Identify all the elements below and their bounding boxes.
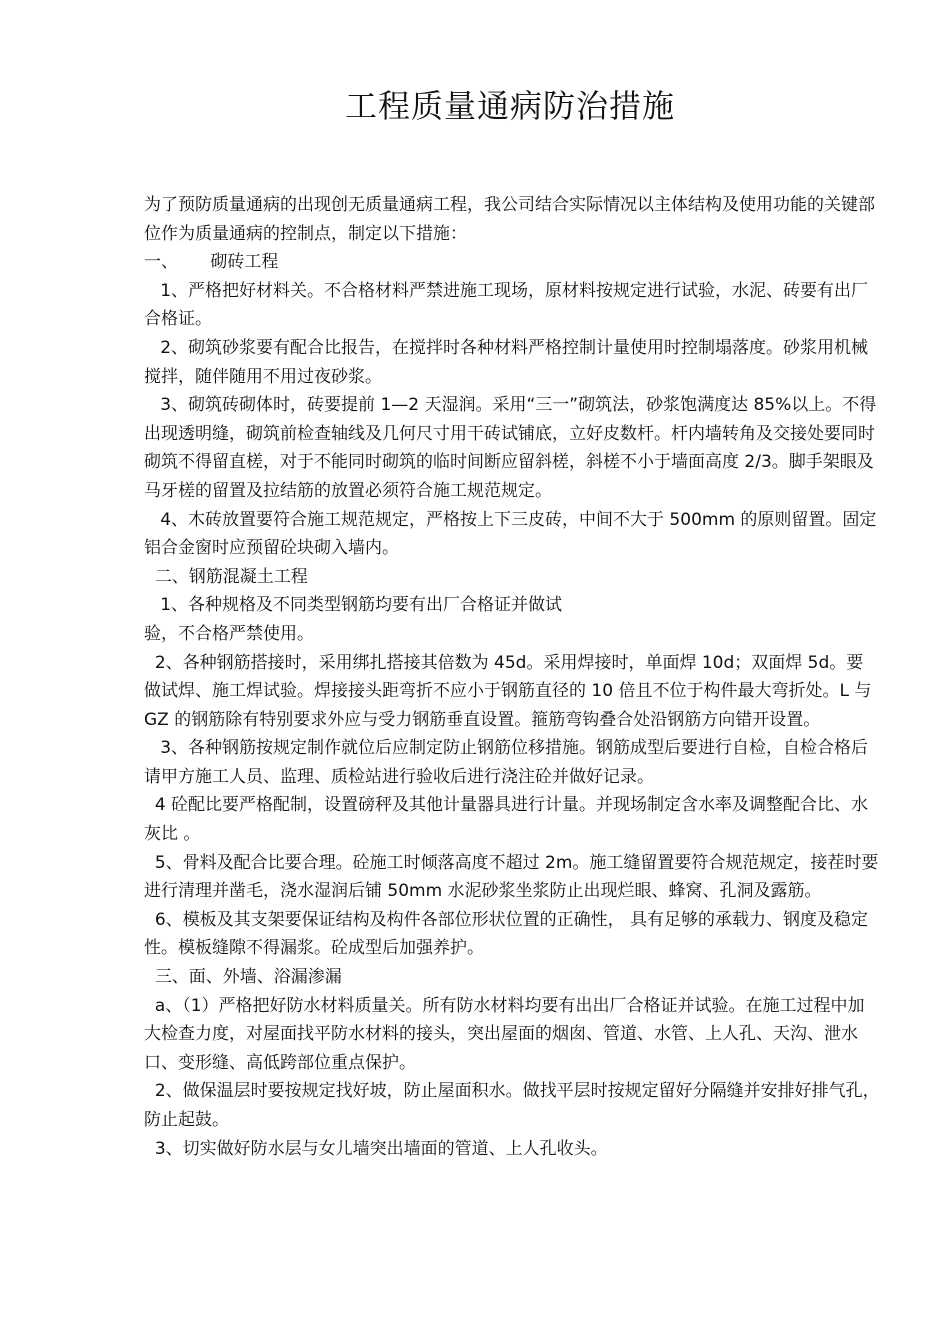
paragraph: 验，不合格严禁使用。 [144,623,314,644]
intro-paragraph: 为了预防质量通病的出现创无质量通病工程，我公司结合实际情况以主体结构及使用功能的关键部位作为质量通病的控制点，制定以下措施： [144,195,875,244]
paragraph: 3、各种钢筋按规定制作就位后应制定防止钢筋位移措施。钢筋成型后要进行自检，自检合格后请甲方施工人员、监理、质检站进行验收后进行浇注砼并做好记录。 [144,738,869,787]
document-title: 工程质量通病防治措施 [344,87,675,125]
paragraph: 4 砼配比要严格配制，设置磅秤及其他计量器具进行计量。并现场制定含水率及调整配合比、水灰比 。 [144,795,869,845]
paragraph: 4、木砖放置要符合施工规范规定，严格按上下三皮砖，中间不大于 500mm 的原则留置。固定铝合金窗时应预留砼块砌入墙内。 [144,509,877,559]
paragraph: 2、砌筑砂浆要有配合比报告，在搅拌时各种材料严格控制计量使用时控制塌落度。砂浆用机械搅拌，随伴随用不用过夜砂浆。 [144,337,869,387]
paragraph: 5、骨料及配合比要合理。砼施工时倾落高度不超过 2m。施工缝留置要符合规范规定，接茬时要进行清理并凿毛，浇水湿润后铺 50mm 水泥砂浆坐浆防止出现烂眼、蜂窝、孔洞及露筋。 [144,852,879,902]
section-heading-concrete: 二、钢筋混凝土工程 [144,566,308,587]
paragraph: 1、严格把好材料关。不合格材料严禁进施工现场，原材料按规定进行试验，水泥、砖要有出厂合格证。 [144,280,869,330]
paragraph: 6、模板及其支架要保证结构及构件各部位形状位置的正确性， 具有足够的承载力、钢度及稳定性。模板缝隙不得漏浆。砼成型后加强养护。 [144,909,869,959]
paragraph: 1、各种规格及不同类型钢筋均要有出厂合格证并做试 [144,595,563,616]
section-heading-leakage: 三、面、外墙、浴漏渗漏 [144,967,342,988]
document-body [144,191,880,1163]
section-heading-masonry: 一、 砌砖工程 [144,252,279,273]
paragraph: 2、各种钢筋搭接时，采用绑扎搭接其倍数为 45d。采用焊接时，单面焊 10d；双面焊 5d。要做试焊、施工焊试验。焊接接头距弯折不应小于钢筋直径的 10 倍且不位于构件最大弯折处。L 与 GZ 的钢筋除有特别要求外应与受力钢筋垂直设置。箍筋弯钩叠合处沿钢筋方向错开设置。 [144,652,877,730]
paragraph: 3、砌筑砖砌体时，砖要提前 1—2 天湿润。采用“三一”砌筑法，砂浆饱满度达 85%以上。不得出现透明缝，砌筑前检查轴线及几何尺寸用干砖试铺底，立好皮数杆。杆内墙转角及交接处要同时砌筑不得留直槎，对于不能同时砌筑的临时间断应留斜槎，斜槎不小于墙面高度 2/3。脚手架眼及马牙槎的留置及拉结筋的放置必须符合施工规范规定。 [144,395,877,501]
paragraph: a、（1）严格把好防水材料质量关。所有防水材料均要有出出厂合格证并试验。在施工过程中加大检查力度，对屋面找平防水材料的接头，突出屋面的烟囱、管道、水管、上人孔、天沟、泄水口、变形缝、高低跨部位重点保护。 [144,995,865,1073]
paragraph: 2、做保温层时要按规定找好坡，防止屋面积水。做找平层时按规定留好分隔缝并安排好排气孔，防止起鼓。 [144,1081,880,1130]
paragraph: 3、切实做好防水层与女儿墙突出墙面的管道、上人孔收头。 [144,1138,608,1159]
